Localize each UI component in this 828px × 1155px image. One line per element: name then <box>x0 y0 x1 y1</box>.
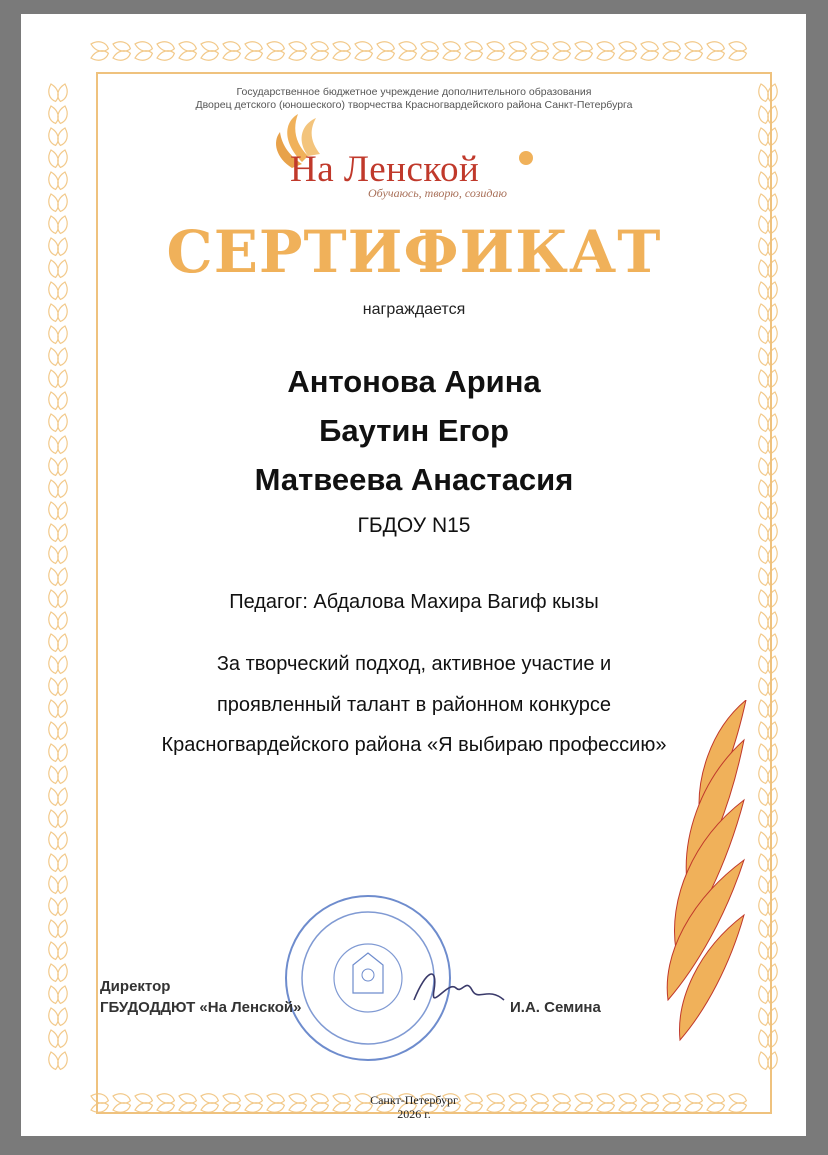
organization-line-2: Дворец детского (юношеского) творчества Красногвардейского района Санкт-Петербурга <box>195 99 633 111</box>
director-name: И.А. Семина <box>510 999 601 1016</box>
director-title: Директор <box>100 978 171 995</box>
institution: ГБДОУ N15 <box>357 514 471 537</box>
certificate-title: СЕРТИФИКАТ <box>166 218 662 286</box>
recipient-name: Антонова Арина <box>287 364 541 399</box>
reason-line: Красногвардейского района «Я выбираю профессию» <box>161 734 667 756</box>
reason-line: проявленный талант в районном конкурсе <box>216 694 612 716</box>
organization-line-1: Государственное бюджетное учреждение дополнительного образования <box>236 86 592 98</box>
teacher: Педагог: Абдалова Махира Вагиф кызы <box>229 591 599 613</box>
footer-year: 2026 г. <box>397 1107 431 1121</box>
recipient-name: Баутин Егор <box>319 413 509 448</box>
reason-line: За творческий подход, активное участие и <box>216 653 612 675</box>
decorative-wing-icon <box>640 700 750 1060</box>
recipient-name: Матвеева Анастасия <box>254 462 574 497</box>
footer-city: Санкт-Петербург <box>370 1093 458 1107</box>
logo-slogan: Обучаюсь, творю, созидаю <box>368 186 507 200</box>
certificate-subtitle: награждается <box>362 301 466 318</box>
signature-mark <box>408 960 508 1020</box>
logo-name: На Ленской <box>290 149 480 190</box>
director-organization: ГБУДОДДЮТ «На Ленской» <box>100 999 302 1016</box>
